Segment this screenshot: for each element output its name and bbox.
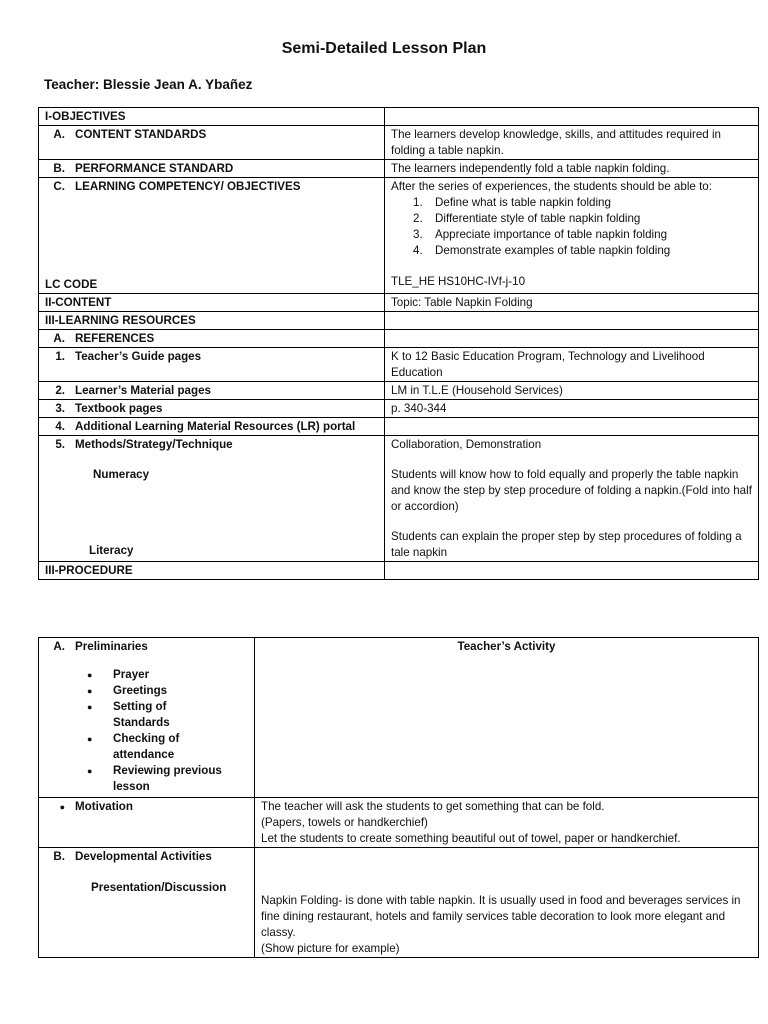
empty-cell: [385, 330, 759, 348]
list-item-text: Appreciate importance of table napkin folding: [435, 228, 668, 241]
list-item-text: Demonstrate examples of table napkin folding: [435, 244, 671, 257]
list-marker: 3.: [413, 228, 423, 241]
list-marker: 2.: [413, 212, 423, 225]
bullet-icon: ●: [87, 766, 93, 776]
row-label: Developmental Activities: [75, 850, 212, 863]
example-note: (Show picture for example): [261, 942, 400, 955]
motivation-label: [39, 798, 255, 848]
empty-cell: [385, 562, 759, 580]
learners-material-value: LM in T.L.E (Household Services): [385, 382, 759, 400]
row-label: Teacher’s Guide pages: [75, 350, 202, 363]
list-item: [45, 763, 248, 795]
presentation-label: Presentation/Discussion: [91, 881, 227, 894]
bullet-icon: ●: [87, 702, 93, 712]
list-marker: A.: [53, 332, 65, 345]
row-label: Methods/Strategy/Technique: [75, 438, 233, 451]
methods-value: [385, 436, 759, 562]
numeracy-label: Numeracy: [93, 468, 150, 481]
textbook-value: p. 340-344: [385, 400, 759, 418]
content-value: Topic: Table Napkin Folding: [385, 294, 759, 312]
list-item: [391, 243, 752, 259]
row-label: Motivation: [75, 800, 133, 813]
motivation-value: [255, 798, 759, 848]
learning-competency-value: [385, 178, 759, 294]
list-marker: A.: [53, 128, 65, 141]
table-row: [39, 178, 759, 294]
textbook-label: [39, 400, 385, 418]
list-item-text: Define what is table napkin folding: [435, 196, 611, 209]
developmental-value: [255, 848, 759, 958]
row-label: LEARNING COMPETENCY/ OBJECTIVES: [75, 180, 301, 193]
additional-resources-label: [39, 418, 385, 436]
table-row: [39, 436, 759, 562]
competency-intro: After the series of experiences, the students should be able to:: [391, 180, 712, 193]
list-marker: 2.: [55, 384, 65, 397]
objectives-table: [38, 107, 759, 580]
learning-competency-label: [39, 178, 385, 294]
objectives-list: [391, 195, 752, 259]
methods-text: Collaboration, Demonstration: [391, 438, 542, 451]
preliminaries-cell: [39, 638, 255, 798]
list-item: [391, 211, 752, 227]
developmental-label: [39, 848, 255, 958]
napkin-folding-text: Napkin Folding- is done with table napkin. It is usually used in food and beverages services in fine dining restaurant, hotels and family services table decoration to look more elegant and classy.: [261, 894, 741, 939]
teachers-guide-value: K to 12 Basic Education Program, Technology and Livelihood Education: [385, 348, 759, 382]
table-row: [39, 312, 759, 330]
bullet-icon: ●: [87, 734, 93, 744]
bullet-icon: ●: [87, 686, 93, 696]
table-row: [39, 382, 759, 400]
methods-label: [39, 436, 385, 562]
row-label: PERFORMANCE STANDARD: [75, 162, 234, 175]
list-marker: A.: [53, 640, 65, 653]
list-marker: B.: [53, 162, 65, 175]
performance-standard-label: [39, 160, 385, 178]
performance-standard-value: The learners independently fold a table napkin folding.: [385, 160, 759, 178]
list-item: [45, 731, 248, 763]
table-row: [39, 108, 759, 126]
document-title: Semi-Detailed Lesson Plan: [281, 40, 487, 57]
list-item: [391, 227, 752, 243]
row-label: REFERENCES: [75, 332, 155, 345]
table-row: [39, 348, 759, 382]
empty-cell: [385, 108, 759, 126]
list-item-text: Differentiate style of table napkin folding: [435, 212, 641, 225]
table-row: [39, 126, 759, 160]
row-label: CONTENT STANDARDS: [75, 128, 207, 141]
list-marker: 4.: [55, 420, 65, 433]
content-label: II-CONTENT: [39, 294, 385, 312]
table-row: [39, 400, 759, 418]
list-item: [391, 195, 752, 211]
bullet-icon: ●: [87, 670, 93, 680]
table-row: [39, 798, 759, 848]
learning-resources-header: III-LEARNING RESOURCES: [39, 312, 385, 330]
teachers-activity-header: Teacher’s Activity: [255, 638, 759, 798]
motivation-line: (Papers, towels or handkerchief): [261, 816, 428, 829]
list-marker: 4.: [413, 244, 423, 257]
list-marker: 1.: [55, 350, 65, 363]
list-item-text: Greetings: [113, 684, 168, 697]
procedure-table: [38, 637, 759, 958]
table-row: [39, 330, 759, 348]
preliminaries-list: [45, 667, 248, 795]
additional-resources-value: [385, 418, 759, 436]
empty-cell: [385, 312, 759, 330]
objectives-header: I-OBJECTIVES: [39, 108, 385, 126]
content-standards-value: The learners develop knowledge, skills, and attitudes required in folding a table napkin.: [385, 126, 759, 160]
teacher-name: Teacher: Blessie Jean A. Ybañez: [44, 77, 253, 92]
list-item-text: Checking of attendance: [113, 732, 180, 761]
list-marker: 3.: [55, 402, 65, 415]
table-row: [39, 638, 759, 798]
list-marker: B.: [53, 850, 65, 863]
list-item-text: Reviewing previous lesson: [113, 764, 222, 793]
lc-code-value: TLE_HE HS10HC-IVf-j-10: [391, 275, 526, 288]
list-item: [45, 683, 248, 699]
learners-material-label: [39, 382, 385, 400]
literacy-label: Literacy: [89, 544, 134, 557]
list-item-text: Prayer: [113, 668, 150, 681]
table-row: [39, 562, 759, 580]
table-row: [39, 160, 759, 178]
row-label: Textbook pages: [75, 402, 163, 415]
list-marker: 5.: [55, 438, 65, 451]
motivation-line: The teacher will ask the students to get something that can be fold.: [261, 800, 605, 813]
bullet-icon: ●: [59, 802, 65, 812]
teachers-guide-label: [39, 348, 385, 382]
list-item-text: Setting of Standards: [113, 700, 170, 729]
list-marker: C.: [53, 180, 65, 193]
lc-code-label: LC CODE: [45, 278, 98, 291]
row-label: Learner’s Material pages: [75, 384, 211, 397]
row-label: Preliminaries: [75, 640, 148, 653]
procedure-header: III-PROCEDURE: [39, 562, 385, 580]
table-row: [39, 418, 759, 436]
literacy-value: Students can explain the proper step by step procedures of folding a tale napkin: [391, 530, 742, 559]
content-standards-label: [39, 126, 385, 160]
motivation-line: Let the students to create something beautiful out of towel, paper or handkerchief.: [261, 832, 681, 845]
table-row: [39, 294, 759, 312]
table-row: [39, 848, 759, 958]
list-item: [45, 667, 248, 683]
list-marker: 1.: [413, 196, 423, 209]
references-label: [39, 330, 385, 348]
list-item: [45, 699, 248, 731]
numeracy-value: Students will know how to fold equally and properly the table napkin and know the step by step procedure of folding a napkin.(Fold into half or accordion): [391, 468, 752, 513]
row-label: Additional Learning Material Resources (LR) portal: [75, 420, 356, 433]
